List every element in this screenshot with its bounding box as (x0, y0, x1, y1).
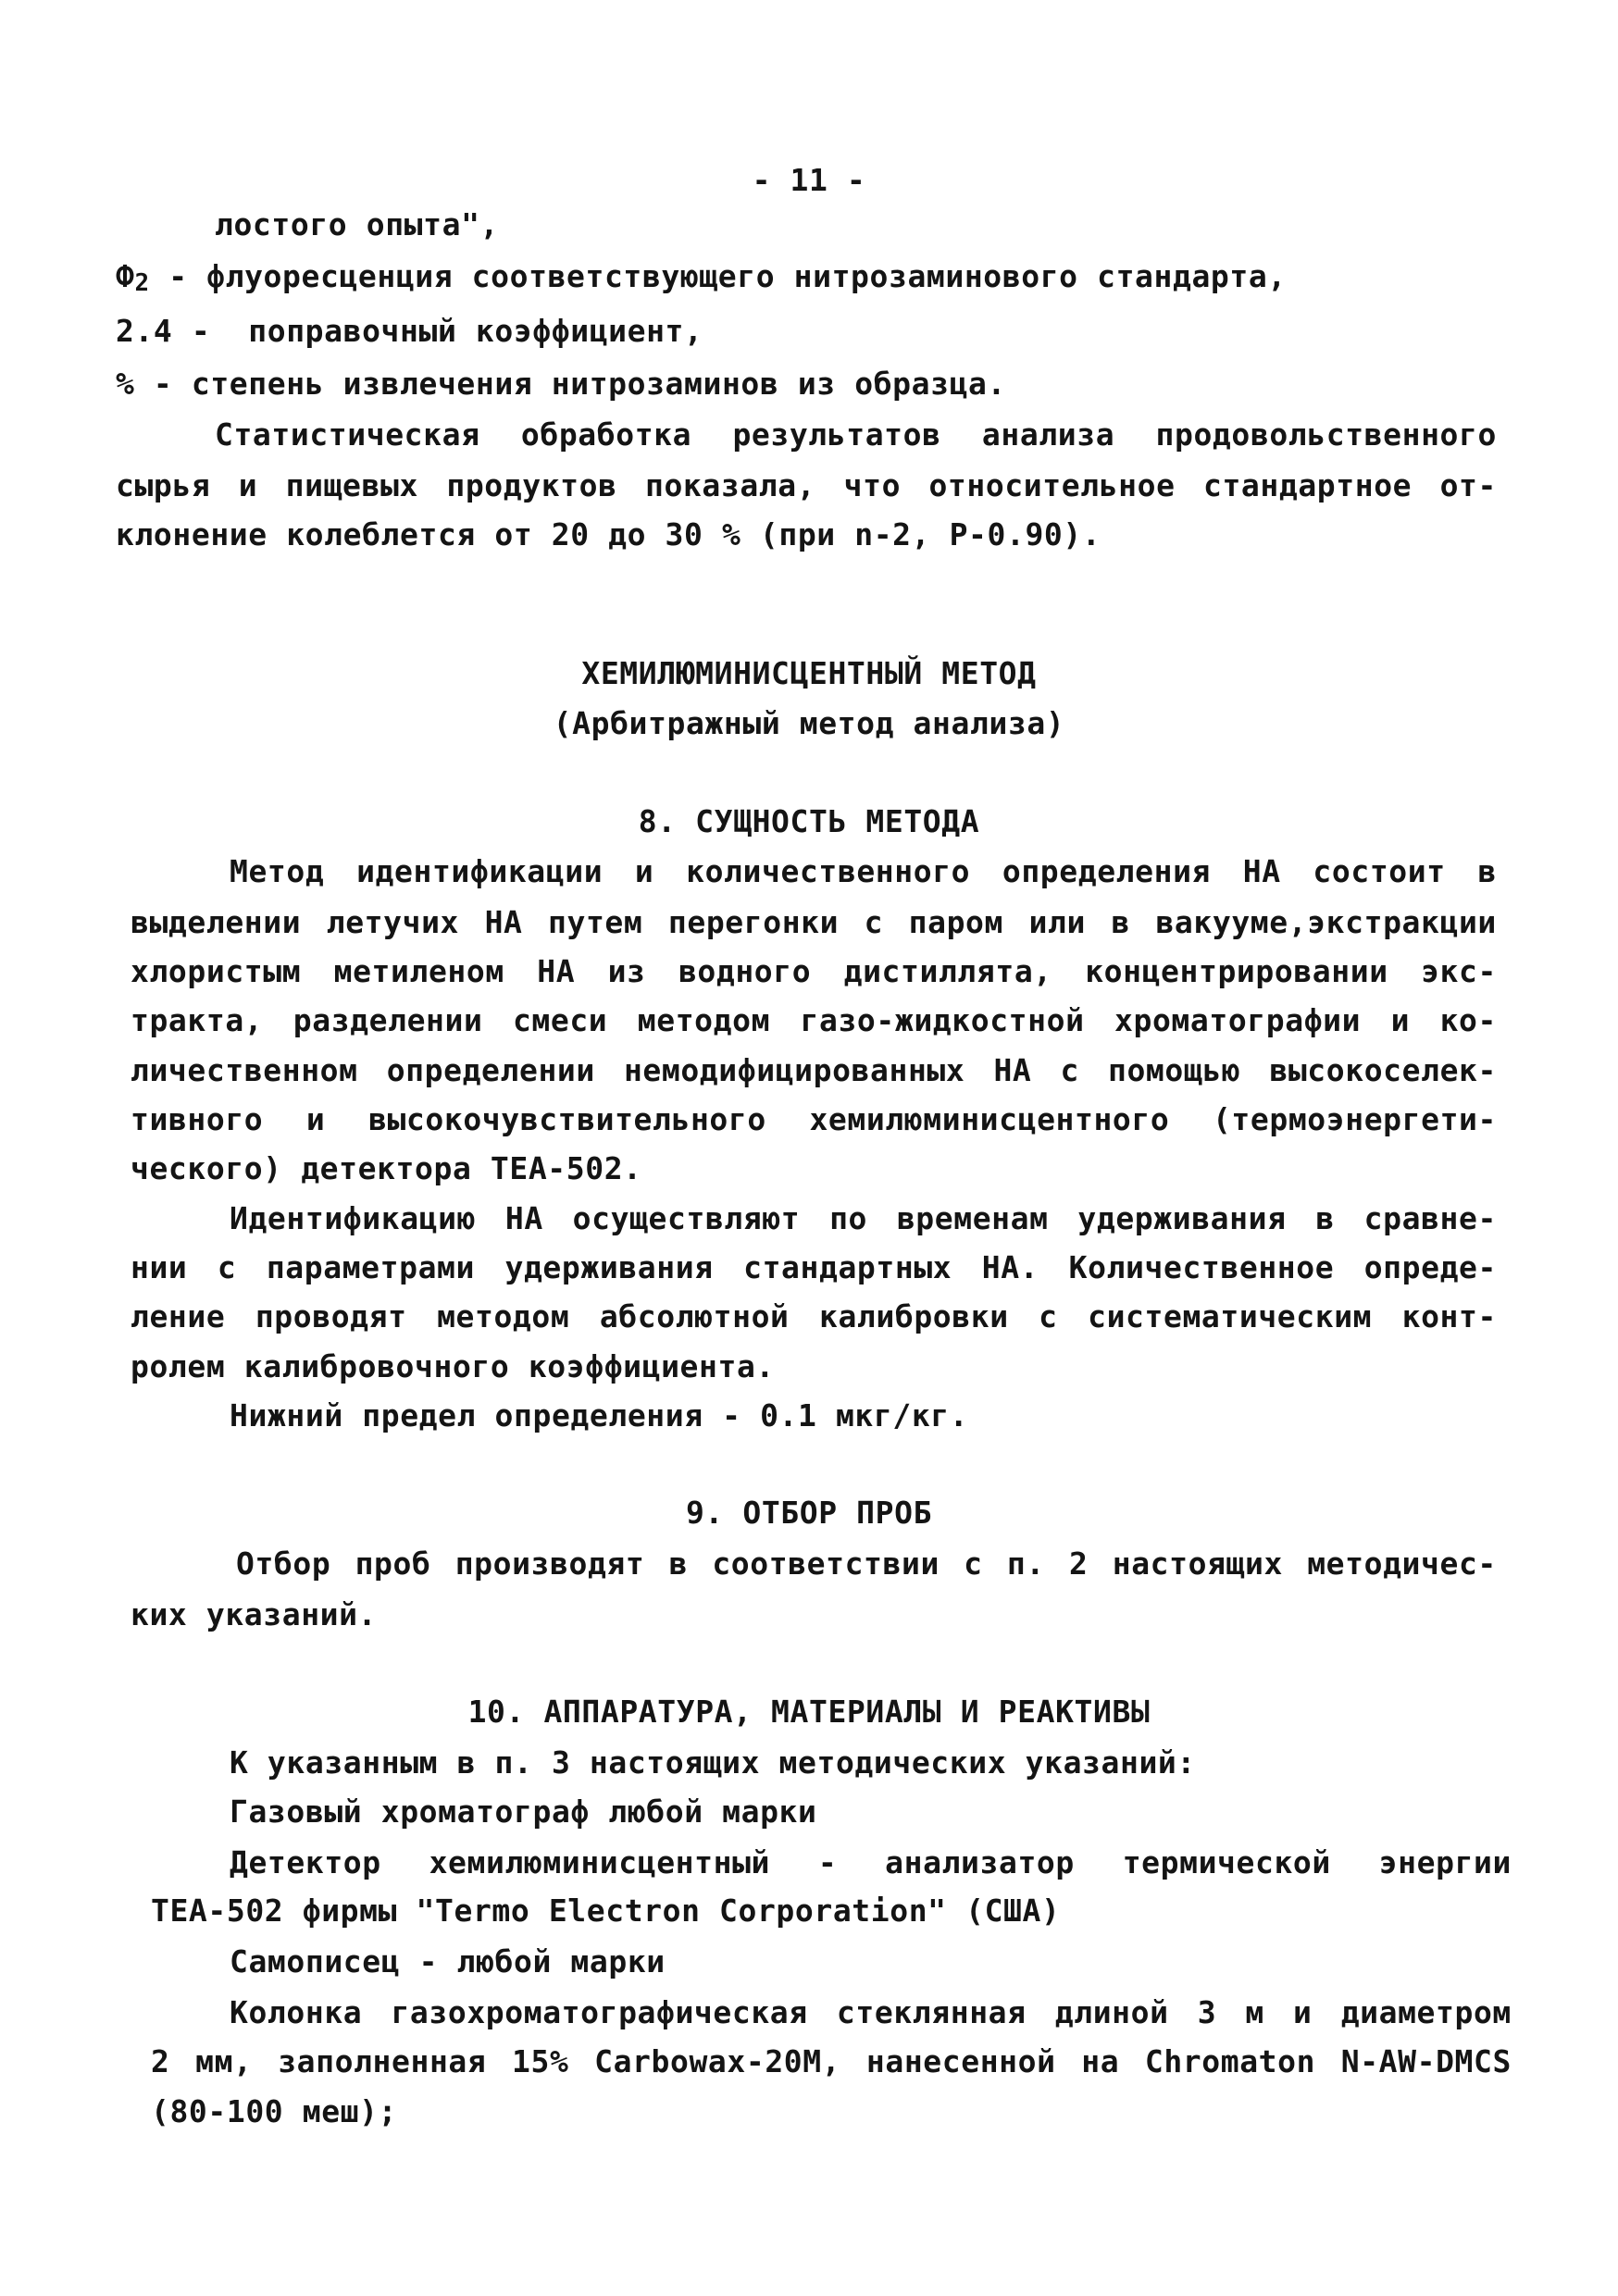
word: высокочувствительного (368, 1101, 766, 1137)
word: хлористым (131, 953, 302, 989)
word: с (964, 1545, 983, 1582)
word: из (607, 953, 646, 989)
word: Количественное (1068, 1249, 1335, 1285)
word: абсолютной (599, 1298, 790, 1334)
text-line: % - степень извлечения нитрозаминов из образца. (116, 366, 1006, 402)
word: немодифицированных (623, 1052, 965, 1088)
text-line: клонение колеблется от 20 до 30 % (при n-2, Р-0.90). (116, 516, 1101, 552)
word: проводят (255, 1298, 407, 1334)
text-line (116, 258, 1287, 302)
word: временам (896, 1200, 1049, 1236)
page-number: - 11 - (752, 162, 866, 198)
word: стеклянная (836, 1994, 1027, 2030)
word: обработка (520, 416, 692, 453)
word: - (817, 1844, 838, 1880)
word: летучих (326, 904, 460, 940)
word: Идентификацию (230, 1200, 477, 1236)
word: метиленом (333, 953, 504, 989)
word: настоящих (1112, 1545, 1283, 1582)
word: N-AW-DMCS (1340, 2043, 1512, 2079)
word: относительное (928, 467, 1176, 503)
word: путем (548, 904, 643, 940)
word: водного (678, 953, 812, 989)
word: Статистическая (215, 416, 480, 453)
word: осуществляют (572, 1200, 801, 1236)
word: что (843, 467, 902, 503)
text-line (230, 1844, 1512, 1881)
word: Метод (230, 853, 325, 889)
word: проб (355, 1545, 431, 1582)
word: пищевых (285, 467, 418, 503)
word: идентификации (356, 853, 604, 889)
text-line (131, 904, 1497, 941)
word: мм, (195, 2043, 253, 2079)
word: газохроматографическая (391, 1994, 808, 2030)
word: с (864, 904, 884, 940)
word: НА. (981, 1249, 1039, 1285)
text-line-rest: - флуоресценция соответствующего нитрозаминового стандарта, (149, 258, 1287, 294)
word: стандартных (743, 1249, 952, 1285)
word: помощью (1108, 1052, 1241, 1088)
word: показала, (645, 467, 816, 503)
word: НА (484, 904, 523, 940)
word: выделении (131, 904, 302, 940)
word: от- (1439, 467, 1497, 503)
word: НА (504, 1200, 543, 1236)
word: (термоэнергети- (1212, 1101, 1497, 1137)
word: нанесенной (865, 2043, 1056, 2079)
word: в (668, 1545, 689, 1582)
word: паром (908, 904, 1003, 940)
word: дистиллята, (843, 953, 1052, 989)
word: в (1111, 904, 1130, 940)
text-line: ТЕА-502 фирмы "Termo Electron Corporation" (США) (151, 1893, 1061, 1929)
word: Chromaton (1144, 2043, 1316, 2079)
word: экс- (1421, 953, 1497, 989)
word: НА (993, 1052, 1032, 1088)
word: калибровки (819, 1298, 1009, 1334)
word: и (634, 853, 654, 889)
word: определении (386, 1052, 595, 1088)
word: соответствии (712, 1545, 940, 1582)
word: результатов (732, 416, 941, 453)
word: тракта, (131, 1002, 264, 1038)
phi-subscript: 2 (134, 269, 150, 297)
word: разделении (292, 1002, 483, 1038)
word: методичес- (1307, 1545, 1497, 1582)
word: Колонка (230, 1994, 363, 2030)
word: с (1039, 1298, 1058, 1334)
text-line: лостого опыта", (215, 206, 500, 242)
text-line (131, 1052, 1497, 1089)
text-line (215, 416, 1497, 453)
text-line (230, 853, 1497, 890)
text-line (230, 1994, 1512, 2031)
word: продовольственного (1155, 416, 1497, 453)
word: смеси (512, 1002, 608, 1038)
word: хемилюминисцентного (809, 1101, 1170, 1137)
word: систематическим (1088, 1298, 1373, 1334)
text-line (230, 1200, 1497, 1237)
word: и (305, 1101, 326, 1137)
word: хроматографии (1114, 1002, 1362, 1038)
word: Carbowax-20M, (594, 2043, 841, 2079)
text-line: ролем калибровочного коэффициента. (131, 1348, 775, 1384)
section-heading-9: 9. ОТБОР ПРОБ (685, 1495, 933, 1531)
word: м (1245, 1994, 1264, 2030)
word: 15% (512, 2043, 569, 2079)
word: термической (1122, 1844, 1331, 1880)
word: производят (454, 1545, 645, 1582)
word: НА (537, 953, 576, 989)
word: удерживания (1077, 1200, 1287, 1236)
text-line (131, 1101, 1497, 1138)
word: газо-жидкостной (800, 1002, 1085, 1038)
section-heading-10: 10. АППАРАТУРА, МАТЕРИАЛЫ И РЕАКТИВЫ (467, 1694, 1151, 1730)
word: по (829, 1200, 868, 1236)
word: анализа (981, 416, 1115, 453)
word: вакууме,экстракции (1155, 904, 1497, 940)
text-line (116, 467, 1497, 504)
method-subtitle: (Арбитражный метод анализа) (553, 705, 1065, 741)
word: хемилюминисцентный (429, 1844, 771, 1880)
word: Детектор (230, 1844, 381, 1880)
word: удерживания (504, 1249, 714, 1285)
text-line: К указанным в п. 3 настоящих методических указаний: (230, 1744, 1196, 1781)
word: или (1028, 904, 1086, 940)
word: методом (437, 1298, 570, 1334)
word: стандартное (1202, 467, 1413, 503)
word: ление (131, 1298, 226, 1334)
word: личественном (131, 1052, 358, 1088)
word: концентрировании (1085, 953, 1388, 989)
word: сырья (116, 467, 211, 503)
phi-symbol: Ф (116, 258, 135, 294)
word: ко- (1439, 1002, 1497, 1038)
text-line: Нижний предел определения - 0.1 мкг/кг. (230, 1397, 969, 1433)
text-line (151, 2043, 1512, 2080)
word: с (217, 1249, 237, 1285)
word: в (1477, 853, 1497, 889)
text-line (131, 1298, 1497, 1335)
word: анализатор (885, 1844, 1075, 1880)
text-line: ческого) детектора ТЕА-502. (131, 1150, 642, 1186)
word: опреде- (1363, 1249, 1497, 1285)
section-heading-8: 8. СУЩНОСТЬ МЕТОДА (638, 803, 980, 839)
word: заполненная (278, 2043, 487, 2079)
word: в (1315, 1200, 1335, 1236)
text-line (236, 1545, 1497, 1582)
word: диаметром (1340, 1994, 1512, 2030)
text-line: Самописец - любой марки (230, 1943, 666, 1980)
text-line: ких указаний. (131, 1596, 378, 1632)
word: длиной (1054, 1994, 1169, 2030)
word: конт- (1401, 1298, 1497, 1334)
text-line (131, 1002, 1497, 1039)
text-line: Газовый хроматограф любой марки (230, 1793, 817, 1830)
word: методом (637, 1002, 771, 1038)
text-line: 2.4 - поправочный коэффициент, (116, 313, 703, 349)
word: продуктов (446, 467, 617, 503)
word: перегонки (667, 904, 840, 940)
word: НА (1242, 853, 1281, 889)
word: состоит (1313, 853, 1446, 889)
word: Отбор (236, 1545, 331, 1582)
method-title: ХЕМИЛЮМИНИСЦЕНТНЫЙ МЕТОД (581, 655, 1037, 691)
word: параметрами (266, 1249, 475, 1285)
word: и (1390, 1002, 1411, 1038)
word: на (1081, 2043, 1120, 2079)
word: 2 (151, 2043, 170, 2079)
word: сравне- (1363, 1200, 1497, 1236)
text-line: (80-100 меш); (151, 2093, 398, 2129)
word: и (238, 467, 258, 503)
text-line (131, 953, 1497, 990)
word: п. (1006, 1545, 1045, 1582)
word: 3 (1197, 1994, 1217, 2030)
word: определения (1002, 853, 1212, 889)
word: тивного (131, 1101, 264, 1137)
word: высокоселек- (1269, 1052, 1497, 1088)
word: нии (131, 1249, 188, 1285)
word: и (1293, 1994, 1313, 2030)
word: энергии (1378, 1844, 1512, 1880)
text-line (131, 1249, 1497, 1286)
word: количественного (686, 853, 971, 889)
word: с (1060, 1052, 1079, 1088)
word: 2 (1069, 1545, 1089, 1582)
